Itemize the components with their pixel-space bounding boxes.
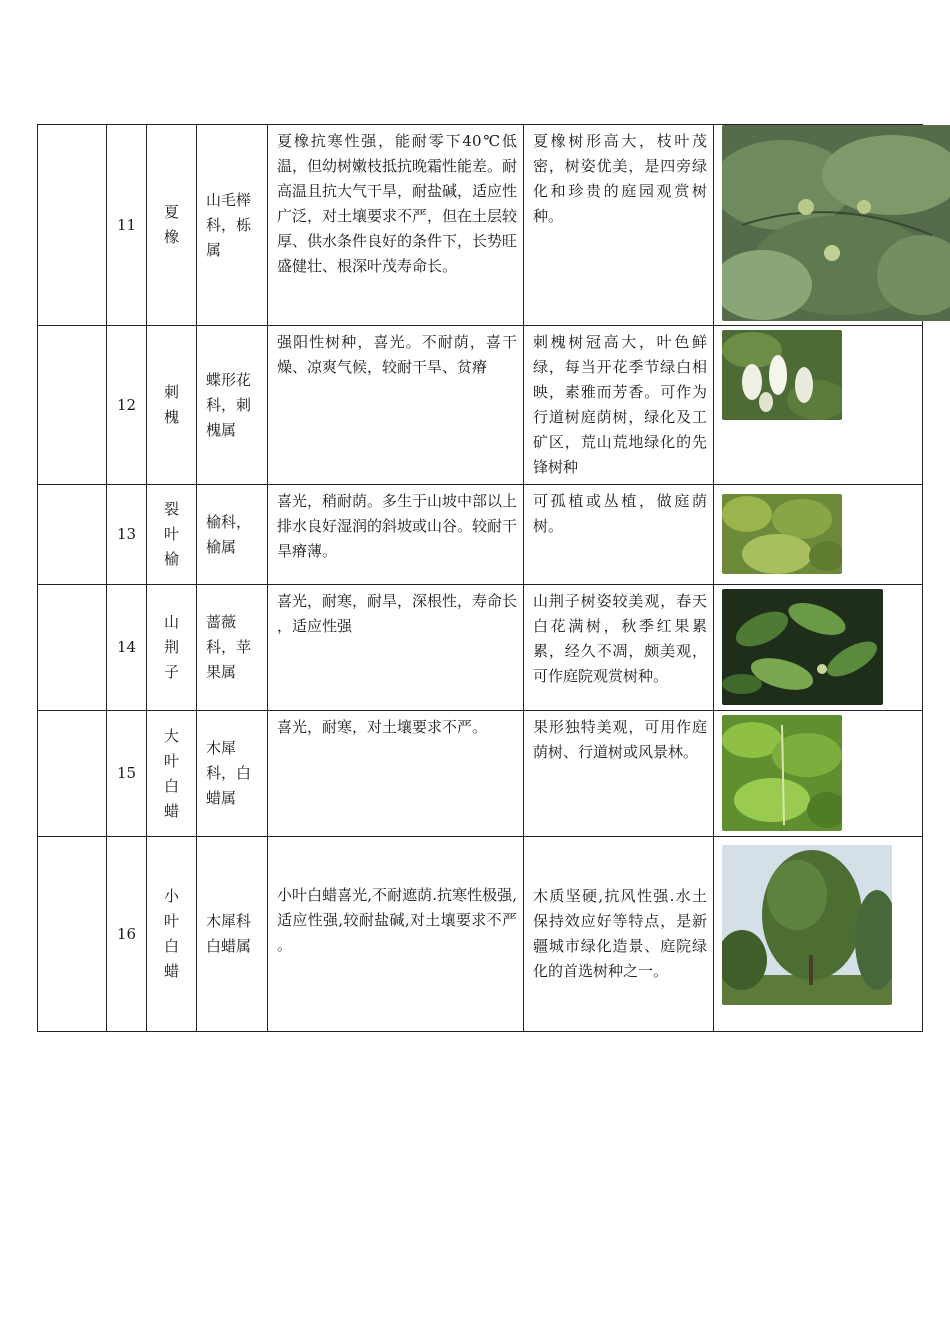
growth-habit: 夏橡抗寒性强，能耐零下40℃低温，但幼树嫩枝抵抗晚霜性能差。耐高温且抗大气干旱，耐盐碱，适应性广泛，对土壤要求不严，但在土层较厚、供水条件良好的条件下，长势旺盛健壮、根深叶茂寿命长。 [277, 132, 518, 275]
family-genus: 蔷薇科，苹果属 [206, 613, 252, 681]
oak-leaves-image [722, 125, 950, 321]
blank-cell [38, 485, 107, 585]
photo-cell [714, 711, 923, 837]
blank-cell [38, 837, 107, 1032]
use-cell [524, 485, 714, 585]
table-row [38, 326, 923, 485]
family-genus: 木犀科白蜡属 [206, 912, 252, 955]
ash-leaves-image [722, 715, 842, 831]
landscape-use: 夏橡树形高大，枝叶茂密，树姿优美，是四旁绿化和珍贵的庭园观赏树种。 [533, 132, 707, 225]
photo-cell [714, 837, 923, 1032]
blank-cell [38, 711, 107, 837]
family-cell [197, 711, 268, 837]
habit-cell [268, 711, 524, 837]
family-cell [197, 125, 268, 326]
family-cell [197, 585, 268, 711]
family-genus: 山毛榉科，栎属 [206, 190, 252, 259]
species-name-cell [147, 585, 197, 711]
locust-flowers-image [722, 330, 842, 420]
row-number: 16 [107, 837, 147, 1032]
species-name: 小叶白蜡 [163, 887, 179, 980]
growth-habit: 喜光，耐寒，耐旱，深根性，寿命长 ，适应性强 [277, 592, 518, 635]
family-cell [197, 837, 268, 1032]
landscape-use: 可孤植或丛植，做庭荫树。 [533, 492, 707, 535]
species-name-cell [147, 485, 197, 585]
growth-habit: 强阳性树种，喜光。不耐荫，喜干燥、凉爽气候，较耐干旱、贫瘠 [277, 333, 517, 376]
table-row [38, 125, 923, 326]
growth-habit: 喜光，稍耐荫。多生于山坡中部以上排水良好湿润的斜坡或山谷。较耐干旱瘠薄。 [277, 492, 518, 560]
blank-cell [38, 326, 107, 485]
family-cell [197, 485, 268, 585]
row-number: 15 [107, 711, 147, 837]
habit-cell [268, 837, 524, 1032]
ash-tree-image [722, 845, 892, 1005]
landscape-use: 刺槐树冠高大，叶色鲜绿，每当开花季节绿白相映，素雅而芳香。可作为行道树庭荫树，绿化及工矿区，荒山荒地绿化的先锋树种 [533, 333, 707, 476]
table-row [38, 837, 923, 1032]
growth-habit: 喜光，耐寒，对土壤要求不严。 [277, 718, 488, 736]
ash-tree-photo [722, 845, 892, 1005]
species-name-cell [147, 326, 197, 485]
species-name: 夏橡 [163, 203, 179, 246]
row-number: 14 [107, 585, 147, 711]
use-cell [524, 837, 714, 1032]
habit-cell [268, 585, 524, 711]
landscape-use: 山荆子树姿较美观，春天白花满树，秋季红果累累，经久不凋，颇美观，可作庭院观赏树种。 [533, 592, 707, 685]
habit-cell [268, 485, 524, 585]
crabapple-leaves-photo [722, 589, 883, 705]
photo-cell [714, 326, 923, 485]
crabapple-leaves-image [722, 589, 883, 705]
use-cell [524, 585, 714, 711]
species-name-cell [147, 711, 197, 837]
species-name-cell [147, 125, 197, 326]
oak-leaves-photo [722, 125, 950, 321]
photo-cell [714, 485, 923, 585]
blank-cell [38, 585, 107, 711]
row-number: 13 [107, 485, 147, 585]
table-row [38, 711, 923, 837]
photo-cell [714, 125, 923, 326]
row-number: 11 [107, 125, 147, 326]
species-name: 刺槐 [163, 383, 179, 426]
use-cell [524, 711, 714, 837]
blank-cell [38, 125, 107, 326]
use-cell [524, 125, 714, 326]
table-row [38, 485, 923, 585]
species-name: 山荆子 [163, 613, 179, 681]
row-number: 12 [107, 326, 147, 485]
species-name: 大叶白蜡 [163, 726, 179, 820]
use-cell [524, 326, 714, 485]
photo-cell [714, 585, 923, 711]
tree-species-table [37, 124, 923, 1032]
growth-habit: 小叶白蜡喜光,不耐遮荫.抗寒性极强, 适应性强,较耐盐碱,对土壤要求不严 。 [277, 885, 517, 954]
species-name: 裂叶榆 [163, 500, 179, 568]
elm-leaves-photo [722, 494, 842, 574]
family-genus: 蝶形花科，刺槐属 [206, 370, 252, 439]
habit-cell [268, 326, 524, 485]
family-cell [197, 326, 268, 485]
ash-leaves-photo [722, 715, 842, 831]
landscape-use: 木质坚硬,抗风性强.水土保持效应好等特点，是新疆城市绿化造景、庭院绿化的首选树种之一。 [533, 887, 707, 980]
elm-leaves-image [722, 494, 842, 574]
family-genus: 木犀科，白蜡属 [206, 739, 252, 807]
locust-flowers-photo [722, 330, 842, 420]
habit-cell [268, 125, 524, 326]
table-row [38, 585, 923, 711]
species-name-cell [147, 837, 197, 1032]
family-genus: 榆科，榆属 [206, 512, 252, 556]
landscape-use: 果形独特美观，可用作庭荫树、行道树或风景林。 [533, 718, 707, 761]
